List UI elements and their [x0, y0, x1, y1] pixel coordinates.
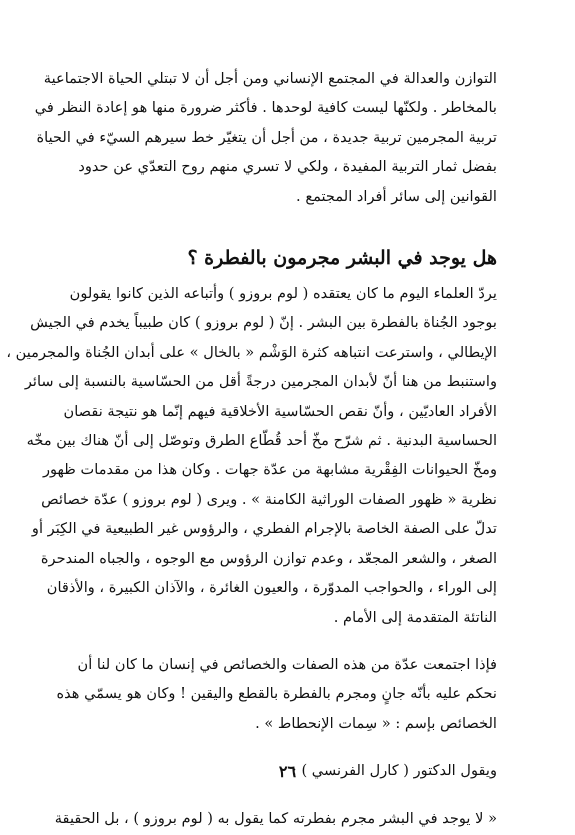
text-line: إلى الوراء ، والحواجب المدوّرة ، والعيون الغائرة ، والآذان الكبيرة ، والأذقان	[46, 579, 497, 597]
text-line: واستنبط من هنا أنّ لأبدان المجرمين درجةً أقل من الحسّاسية بالنسبة إلى سائر	[24, 373, 497, 391]
text-line: الخصائص بإسم : « سِمات الإنحطاط » .	[255, 714, 497, 732]
text-line: القوانين إلى سائر أفراد المجتمع .	[296, 187, 497, 205]
text-line: يردّ العلماء اليوم ما كان يعتقده ( لوم بروزو ) وأتباعه الذين كانوا يقولون	[69, 285, 497, 303]
text-line: الحساسية البدنية . ثم شرّح مخّ أحد قُطّاع الطرق وتوصّل إلى أنّ هناك بين مخّه	[26, 432, 497, 450]
text-line: الصغر ، والشعر المجعّد ، وعدم توازن الرؤوس مع الوجوه ، والجباه المندحرة	[40, 549, 497, 567]
text-line: الناتئة المتقدمة إلى الأمام .	[333, 608, 497, 626]
paragraph-gap	[80, 786, 497, 804]
text-line: الأفراد العاديّين ، وأنّ نقص الحسّاسية الأخلاقية فيهم إنّما هو نتيجة نقصان	[63, 402, 497, 420]
section-heading: هل يوجد في البشر مجرمون بالفطرة ؟	[187, 247, 497, 270]
paragraph-gap	[80, 738, 497, 756]
page-number: ٢٦	[278, 762, 297, 781]
body-paragraph	[56, 650, 497, 738]
text-line: بوجود الجُناة بالفطرة بين البشر . إنّ ( لوم بروزو ) كان طبيباً يخدم في الجيش	[30, 314, 497, 332]
text-line: ومخّ الحيوانات الفِقْرية مشابهة من عدّة جهات . وكان هذا من مقدمات ظهور	[42, 461, 497, 479]
quote-paragraph	[54, 804, 497, 833]
intro-paragraph	[34, 64, 497, 211]
text-line: نحكم عليه بأنّه جانٍ ومجرم بالفطرة بالقطع واليقين ! وكان هو يسمّي هذه	[56, 685, 497, 703]
paragraph-gap	[80, 632, 497, 650]
text-line: « لا يوجد في البشر مجرم بفطرته كما يقول به ( لوم بروزو ) ، بل الحقيقة	[54, 809, 497, 827]
text-line: بفضل ثمار التربية المفيدة ، ولكي لا تسري منهم روح التعدّي عن حدود	[78, 158, 497, 176]
text-line: تدلّ على الصفة الخاصة بالإجرام الفطري ، والرؤوس غير الطبيعية في الكِبَر أو	[31, 520, 497, 538]
text-line: التوازن والعدالة في المجتمع الإنساني ومن أجل أن لا تبتلي الحياة الاجتماعية	[43, 70, 497, 87]
text-line: ويقول الدكتور ( كارل الفرنسي ) :	[291, 762, 497, 780]
text-line: فإذا اجتمعت عدّة من هذه الصفات والخصائص في إنسان ما كان لنا أن	[77, 655, 497, 673]
text-line: بالمخاطر . ولكنّها ليست كافية لوحدها . فأكثر ضرورة منها هو إعادة النظر في	[34, 99, 497, 117]
text-line: تربية المجرمين تربية جديدة ، من أجل أن يتغيّر خط سيرهم السيّء في الحياة	[36, 128, 497, 146]
text-line: الإيطالي ، واسترعت انتباهه كثرة الوَشْم « بالخال » على أبدان الجُناة والمجرمين ،	[6, 343, 497, 361]
text-line: نظرية « ظهور الصفات الوراثية الكامنة » . ويرى ( لوم بروزو ) عدّة خصائص	[41, 490, 497, 508]
body-paragraph	[6, 279, 497, 632]
